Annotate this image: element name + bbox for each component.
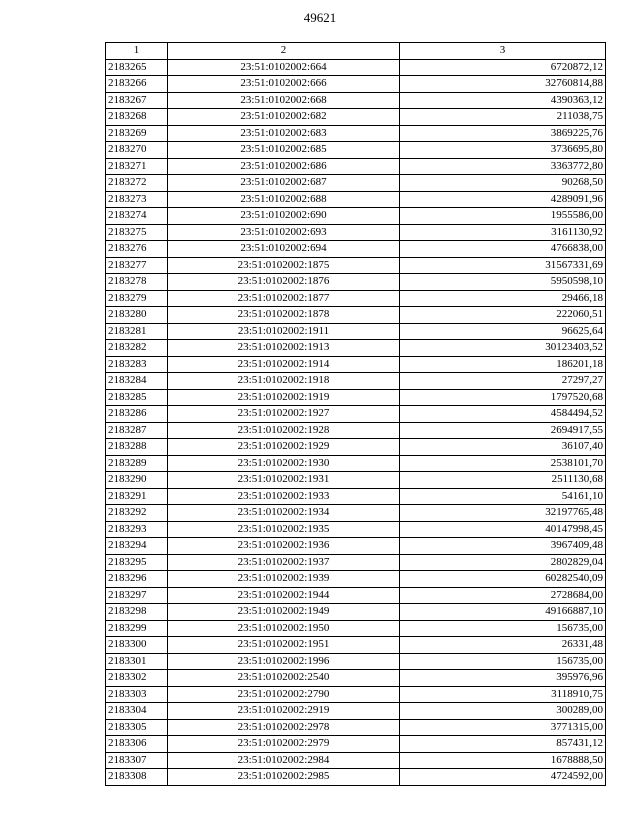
cadastral-number-cell: 23:51:0102002:1936 xyxy=(168,538,400,555)
table-row xyxy=(106,620,606,637)
table-row xyxy=(106,208,606,225)
value-cell: 2538101,70 xyxy=(400,455,606,472)
value-cell: 2511130,68 xyxy=(400,472,606,489)
value-cell: 36107,40 xyxy=(400,439,606,456)
row-number-cell: 2183295 xyxy=(106,554,168,571)
row-number-cell: 2183308 xyxy=(106,769,168,786)
table-row xyxy=(106,323,606,340)
value-cell: 4766838,00 xyxy=(400,241,606,258)
row-number-cell: 2183268 xyxy=(106,109,168,126)
row-number-cell: 2183291 xyxy=(106,488,168,505)
table-row xyxy=(106,719,606,736)
cadastral-number-cell: 23:51:0102002:2540 xyxy=(168,670,400,687)
value-cell: 3363772,80 xyxy=(400,158,606,175)
row-number-cell: 2183273 xyxy=(106,191,168,208)
table-row xyxy=(106,274,606,291)
cadastral-number-cell: 23:51:0102002:2979 xyxy=(168,736,400,753)
row-number-cell: 2183279 xyxy=(106,290,168,307)
cadastral-number-cell: 23:51:0102002:682 xyxy=(168,109,400,126)
cadastral-number-cell: 23:51:0102002:683 xyxy=(168,125,400,142)
header-col-2: 2 xyxy=(168,43,400,60)
cadastral-number-cell: 23:51:0102002:685 xyxy=(168,142,400,159)
row-number-cell: 2183294 xyxy=(106,538,168,555)
value-cell: 29466,18 xyxy=(400,290,606,307)
table-row xyxy=(106,92,606,109)
value-cell: 3118910,75 xyxy=(400,686,606,703)
cadastral-number-cell: 23:51:0102002:1919 xyxy=(168,389,400,406)
cadastral-number-cell: 23:51:0102002:686 xyxy=(168,158,400,175)
row-number-cell: 2183302 xyxy=(106,670,168,687)
row-number-cell: 2183287 xyxy=(106,422,168,439)
row-number-cell: 2183299 xyxy=(106,620,168,637)
row-number-cell: 2183272 xyxy=(106,175,168,192)
row-number-cell: 2183301 xyxy=(106,653,168,670)
table-row xyxy=(106,389,606,406)
cadastral-number-cell: 23:51:0102002:1877 xyxy=(168,290,400,307)
table-row xyxy=(106,241,606,258)
table-row xyxy=(106,752,606,769)
cadastral-number-cell: 23:51:0102002:1911 xyxy=(168,323,400,340)
header-col-1: 1 xyxy=(106,43,168,60)
row-number-cell: 2183270 xyxy=(106,142,168,159)
cadastral-number-cell: 23:51:0102002:1950 xyxy=(168,620,400,637)
cadastral-number-cell: 23:51:0102002:666 xyxy=(168,76,400,93)
row-number-cell: 2183307 xyxy=(106,752,168,769)
cadastral-number-cell: 23:51:0102002:2919 xyxy=(168,703,400,720)
cadastral-number-cell: 23:51:0102002:694 xyxy=(168,241,400,258)
row-number-cell: 2183285 xyxy=(106,389,168,406)
cadastral-number-cell: 23:51:0102002:690 xyxy=(168,208,400,225)
table-row xyxy=(106,422,606,439)
page-number: 49621 xyxy=(303,10,337,25)
table-row xyxy=(106,158,606,175)
value-cell: 6720872,12 xyxy=(400,59,606,76)
row-number-cell: 2183277 xyxy=(106,257,168,274)
table-row xyxy=(106,703,606,720)
value-cell: 4724592,00 xyxy=(400,769,606,786)
table-row xyxy=(106,356,606,373)
table-row xyxy=(106,406,606,423)
value-cell: 30123403,52 xyxy=(400,340,606,357)
table-header xyxy=(106,43,606,60)
value-cell: 3771315,00 xyxy=(400,719,606,736)
table-row xyxy=(106,340,606,357)
registry-table xyxy=(105,42,606,786)
value-cell: 3736695,80 xyxy=(400,142,606,159)
value-cell: 96625,64 xyxy=(400,323,606,340)
table-row xyxy=(106,488,606,505)
table-row xyxy=(106,307,606,324)
row-number-cell: 2183271 xyxy=(106,158,168,175)
value-cell: 2802829,04 xyxy=(400,554,606,571)
value-cell: 32197765,48 xyxy=(400,505,606,522)
table-row xyxy=(106,76,606,93)
value-cell: 3161130,92 xyxy=(400,224,606,241)
row-number-cell: 2183300 xyxy=(106,637,168,654)
cadastral-number-cell: 23:51:0102002:1927 xyxy=(168,406,400,423)
value-cell: 54161,10 xyxy=(400,488,606,505)
cadastral-number-cell: 23:51:0102002:2985 xyxy=(168,769,400,786)
value-cell: 2728684,00 xyxy=(400,587,606,604)
row-number-cell: 2183292 xyxy=(106,505,168,522)
value-cell: 4390363,12 xyxy=(400,92,606,109)
table-row xyxy=(106,604,606,621)
row-number-cell: 2183286 xyxy=(106,406,168,423)
table-row xyxy=(106,125,606,142)
table-row xyxy=(106,653,606,670)
value-cell: 1955586,00 xyxy=(400,208,606,225)
row-number-cell: 2183281 xyxy=(106,323,168,340)
cadastral-number-cell: 23:51:0102002:693 xyxy=(168,224,400,241)
row-number-cell: 2183288 xyxy=(106,439,168,456)
cadastral-number-cell: 23:51:0102002:1944 xyxy=(168,587,400,604)
cadastral-number-cell: 23:51:0102002:1951 xyxy=(168,637,400,654)
cadastral-number-cell: 23:51:0102002:1933 xyxy=(168,488,400,505)
cadastral-number-cell: 23:51:0102002:687 xyxy=(168,175,400,192)
row-number-cell: 2183297 xyxy=(106,587,168,604)
row-number-cell: 2183305 xyxy=(106,719,168,736)
value-cell: 49166887,10 xyxy=(400,604,606,621)
row-number-cell: 2183303 xyxy=(106,686,168,703)
value-cell: 32760814,88 xyxy=(400,76,606,93)
value-cell: 1678888,50 xyxy=(400,752,606,769)
row-number-cell: 2183283 xyxy=(106,356,168,373)
row-number-cell: 2183290 xyxy=(106,472,168,489)
table-row xyxy=(106,59,606,76)
row-number-cell: 2183280 xyxy=(106,307,168,324)
table-row xyxy=(106,142,606,159)
value-cell: 90268,50 xyxy=(400,175,606,192)
row-number-cell: 2183267 xyxy=(106,92,168,109)
table-row xyxy=(106,472,606,489)
value-cell: 3967409,48 xyxy=(400,538,606,555)
cadastral-number-cell: 23:51:0102002:1913 xyxy=(168,340,400,357)
table-row xyxy=(106,257,606,274)
value-cell: 211038,75 xyxy=(400,109,606,126)
row-number-cell: 2183274 xyxy=(106,208,168,225)
table-row xyxy=(106,439,606,456)
table-row xyxy=(106,175,606,192)
row-number-cell: 2183306 xyxy=(106,736,168,753)
table-row xyxy=(106,224,606,241)
table-body xyxy=(106,59,606,785)
cadastral-number-cell: 23:51:0102002:1878 xyxy=(168,307,400,324)
cadastral-number-cell: 23:51:0102002:1930 xyxy=(168,455,400,472)
cadastral-number-cell: 23:51:0102002:1935 xyxy=(168,521,400,538)
value-cell: 60282540,09 xyxy=(400,571,606,588)
row-number-cell: 2183278 xyxy=(106,274,168,291)
table-row xyxy=(106,521,606,538)
row-number-cell: 2183298 xyxy=(106,604,168,621)
value-cell: 1797520,68 xyxy=(400,389,606,406)
cadastral-number-cell: 23:51:0102002:2984 xyxy=(168,752,400,769)
cadastral-number-cell: 23:51:0102002:1928 xyxy=(168,422,400,439)
cadastral-number-cell: 23:51:0102002:1931 xyxy=(168,472,400,489)
cadastral-number-cell: 23:51:0102002:1939 xyxy=(168,571,400,588)
row-number-cell: 2183266 xyxy=(106,76,168,93)
value-cell: 3869225,76 xyxy=(400,125,606,142)
cadastral-number-cell: 23:51:0102002:2790 xyxy=(168,686,400,703)
table-row xyxy=(106,290,606,307)
cadastral-number-cell: 23:51:0102002:664 xyxy=(168,59,400,76)
row-number-cell: 2183276 xyxy=(106,241,168,258)
table-row xyxy=(106,587,606,604)
cadastral-number-cell: 23:51:0102002:1934 xyxy=(168,505,400,522)
cadastral-number-cell: 23:51:0102002:1875 xyxy=(168,257,400,274)
row-number-cell: 2183284 xyxy=(106,373,168,390)
table-row xyxy=(106,538,606,555)
value-cell: 31567331,69 xyxy=(400,257,606,274)
cadastral-number-cell: 23:51:0102002:668 xyxy=(168,92,400,109)
value-cell: 186201,18 xyxy=(400,356,606,373)
cadastral-number-cell: 23:51:0102002:1876 xyxy=(168,274,400,291)
value-cell: 156735,00 xyxy=(400,653,606,670)
row-number-cell: 2183293 xyxy=(106,521,168,538)
row-number-cell: 2183269 xyxy=(106,125,168,142)
cadastral-number-cell: 23:51:0102002:1937 xyxy=(168,554,400,571)
row-number-cell: 2183275 xyxy=(106,224,168,241)
cadastral-number-cell: 23:51:0102002:1918 xyxy=(168,373,400,390)
table-row xyxy=(106,637,606,654)
value-cell: 300289,00 xyxy=(400,703,606,720)
row-number-cell: 2183265 xyxy=(106,59,168,76)
value-cell: 857431,12 xyxy=(400,736,606,753)
value-cell: 222060,51 xyxy=(400,307,606,324)
cadastral-number-cell: 23:51:0102002:1914 xyxy=(168,356,400,373)
value-cell: 156735,00 xyxy=(400,620,606,637)
table-row xyxy=(106,373,606,390)
row-number-cell: 2183289 xyxy=(106,455,168,472)
cadastral-number-cell: 23:51:0102002:688 xyxy=(168,191,400,208)
table-row xyxy=(106,505,606,522)
table-row xyxy=(106,769,606,786)
cadastral-number-cell: 23:51:0102002:1949 xyxy=(168,604,400,621)
value-cell: 26331,48 xyxy=(400,637,606,654)
cadastral-number-cell: 23:51:0102002:1929 xyxy=(168,439,400,456)
table-row xyxy=(106,736,606,753)
cadastral-number-cell: 23:51:0102002:1996 xyxy=(168,653,400,670)
value-cell: 4584494,52 xyxy=(400,406,606,423)
table-row xyxy=(106,191,606,208)
table-row xyxy=(106,686,606,703)
value-cell: 4289091,96 xyxy=(400,191,606,208)
value-cell: 2694917,55 xyxy=(400,422,606,439)
row-number-cell: 2183282 xyxy=(106,340,168,357)
row-number-cell: 2183304 xyxy=(106,703,168,720)
value-cell: 40147998,45 xyxy=(400,521,606,538)
value-cell: 395976,96 xyxy=(400,670,606,687)
table-row xyxy=(106,571,606,588)
value-cell: 5950598,10 xyxy=(400,274,606,291)
header-row xyxy=(106,43,606,60)
table-row xyxy=(106,670,606,687)
row-number-cell: 2183296 xyxy=(106,571,168,588)
table-row xyxy=(106,455,606,472)
cadastral-number-cell: 23:51:0102002:2978 xyxy=(168,719,400,736)
header-col-3: 3 xyxy=(400,43,606,60)
value-cell: 27297,27 xyxy=(400,373,606,390)
table-row xyxy=(106,554,606,571)
table-row xyxy=(106,109,606,126)
